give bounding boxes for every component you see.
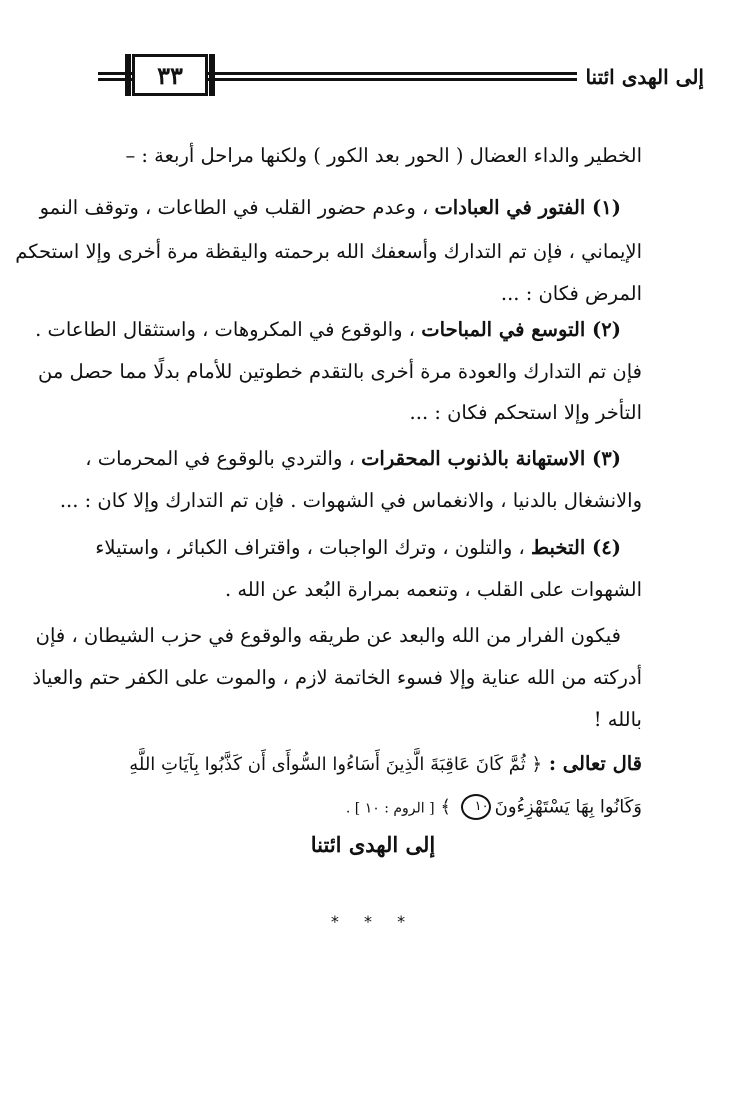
verse-intro: قال تعالى : [542,752,642,775]
closing-title: إلى الهدى ائتنا [310,832,436,857]
quran-bracket: ﴾ [434,796,457,818]
verse-reference: [ الروم : ١٠ ] . [345,800,435,817]
line-text: فيكون الفرار من الله والبعد عن طريقه والوقوع في حزب الشيطان ، فإن [35,624,621,647]
line-text: الخطير والداء العضال ( الحور بعد الكور ) ولكنها مراحل أربعة : – [125,144,642,167]
paragraph-line [15,240,642,263]
ayah-number-icon: ١٠ [461,794,491,820]
paragraph-line [59,489,642,512]
line-text: المرض فكان : ... [500,282,642,305]
stage-1-heading: (١) الفتور في العبادات [434,196,621,219]
quran-verse: ﴿ ثُمَّ كَانَ عَاقِبَةَ الَّذِينَ أَسَاءُوا السُّوأَى أَن كَذَّبُوا بِآيَاتِ اللَّهِ [129,754,543,775]
page-header [98,50,704,114]
stage-4-heading: (٤) التخبط [531,536,621,559]
quran-verse-line [346,794,642,820]
paragraph-line [225,578,642,601]
running-title: إلى الهدى ائتنا [577,62,704,92]
line-text: الشهوات على القلب ، وتنعمه بمرارة البُعد عن الله . [224,578,642,601]
line-text: ، والتردي بالوقوع في المحرمات ، [85,447,362,470]
page-number-box [132,54,208,96]
line-text: أدركته من الله عناية وإلا فسوء الخاتمة لازم ، والموت على الكفر حتم والعياذ [32,666,642,689]
line-text: التأخر وإلا استحكم فكان : ... [409,401,642,424]
line-text: ، وعدم حضور القلب في الطاعات ، وتوقف النمو [39,196,435,219]
line-text: ، والوقوع في المكروهات ، واستثقال الطاعات . [35,318,422,341]
paragraph-line [35,318,621,341]
paragraph-line [32,666,642,689]
stage-2-heading: (٢) التوسع في المباحات [421,318,621,341]
line-text: فإن تم التدارك والعودة مرة أخرى بالتقدم خطوتين للأمام بدلًا مما حصل من [38,360,642,383]
line-text: ، والتلون ، وترك الواجبات ، واقتراف الكبائر ، واستيلاء [95,536,532,559]
line-text: بالله ! [593,708,642,731]
paragraph-line [594,708,642,731]
quran-verse-line [26,752,642,775]
page-number: ٣٣ [157,60,183,90]
quran-verse: وَكَانُوا بِهَا يَسْتَهْزِءُونَ [494,796,642,818]
paragraph-line [38,360,642,383]
line-text: الإيماني ، فإن تم التدارك وأسعفك الله برحمته واليقظة مرة أخرى وإلا استحكم [15,240,642,263]
paragraph-line [51,447,621,470]
section-separator: * * * [330,912,416,931]
paragraph-line [39,196,621,219]
paragraph-line [41,536,621,559]
line-text: والانشغال بالدنيا ، والانغماس في الشهوات . فإن تم التدارك وإلا كان : ... [59,489,642,512]
paragraph-line [74,144,642,167]
paragraph-line [36,624,621,647]
paragraph-line [410,401,642,424]
stage-3-heading: (٣) الاستهانة بالذنوب المحقرات [361,447,621,470]
paragraph-line [501,282,642,305]
